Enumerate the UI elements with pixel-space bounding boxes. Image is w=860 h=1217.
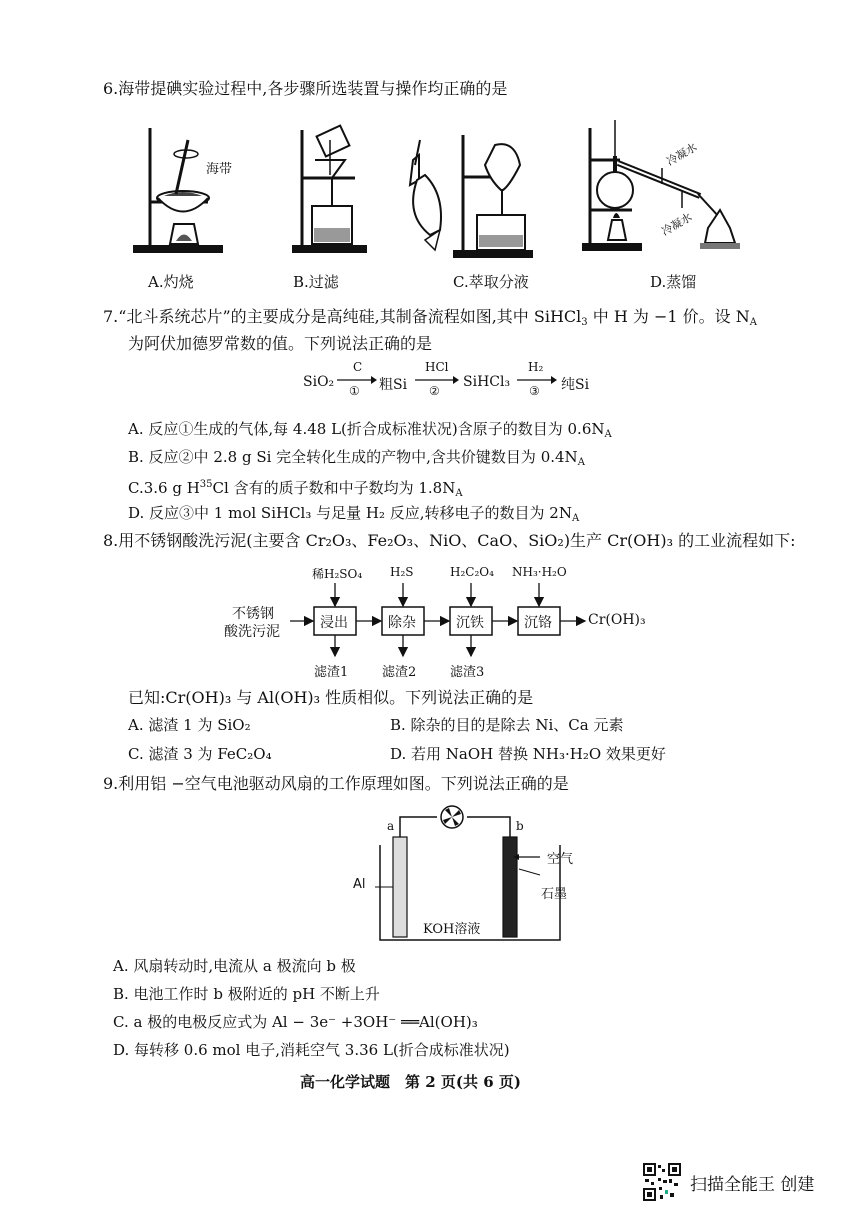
q7-option-a: A. 反应①生成的气体,每 4.48 L(折合成标准状况)含原子的数目为 $0.6N_A$ <box>128 420 612 440</box>
flow-sihcl3: SiHCl₃ <box>463 374 511 390</box>
q9-option-a: A. 风扇转动时,电流从 a 极流向 b 极 <box>113 957 356 975</box>
q7-option-c: C.3.6 g $H^{35}Cl$ 含有的质子数和中子数均为 $1.8N_A$ <box>128 479 463 499</box>
air-label: 空气 <box>547 852 574 867</box>
graphite-label: 石墨 <box>541 887 568 902</box>
q9-battery-diagram <box>345 805 595 945</box>
step-precipitate-iron: 沉铁 <box>456 615 484 631</box>
qr-code-icon <box>643 1163 681 1201</box>
q8-option-a: A. 滤渣 1 为 SiO₂ <box>128 716 251 734</box>
q9-option-d: D. 每转移 0.6 mol 电子,消耗空气 3.36 L(折合成标准状况) <box>113 1041 510 1059</box>
q6-figure-d-distillation <box>580 118 750 258</box>
q7-option-b: B. 反应②中 2.8 g Si 完全转化生成的产物中,含共价键数目为 $0.4N_A$ <box>128 448 585 468</box>
raw-material-line1: 不锈钢 <box>232 606 274 622</box>
flow-r3: H₂ <box>528 360 544 374</box>
al-label: Al <box>353 877 366 892</box>
q6-figure-c-extraction <box>395 135 540 260</box>
q9-option-c: C. a 极的电极反应式为 Al − 3e⁻ +3OH⁻ ══Al(OH)₃ <box>113 1013 478 1031</box>
flow-pure-si: 纯Si <box>561 377 590 393</box>
reagent-h2c2o4: H₂C₂O₄ <box>450 565 494 579</box>
q8-known: 已知:Cr(OH)₃ 与 Al(OH)₃ 性质相似。下列说法正确的是 <box>128 688 534 707</box>
step-remove-impurity: 除杂 <box>388 615 416 631</box>
residue-1: 滤渣1 <box>314 665 349 680</box>
scanner-watermark: 扫描全能王 创建 <box>690 1175 815 1195</box>
q7-stem-line2: 为阿伏加德罗常数的值。下列说法正确的是 <box>128 334 433 353</box>
reagent-h2s: H₂S <box>390 565 414 579</box>
residue-3: 滤渣3 <box>450 665 485 680</box>
reagent-h2so4: 稀H₂SO₄ <box>312 567 363 581</box>
q7-option-d: D. 反应③中 1 mol SiHCl₃ 与足量 H₂ 反应,转移电子的数目为 $2N_A$ <box>128 504 580 524</box>
flow-sio2: SiO₂ <box>303 374 335 390</box>
electrode-a-label: a <box>387 819 395 833</box>
flow-n1: ① <box>349 384 360 398</box>
q7-stem-line1: 7.“北斗系统芯片”的主要成分是高纯硅,其制备流程如图,其中 SiHCl$_3$ 中 H 为 −1 价。设 $N_A$ <box>103 307 757 328</box>
q8-stem: 8.用不锈钢酸洗污泥(主要含 Cr₂O₃、Fe₂O₃、NiO、CaO、SiO₂)生产 Cr(OH)₃ 的工业流程如下: <box>103 531 796 550</box>
q6-figure-b-filtration <box>290 120 370 260</box>
residue-2: 滤渣2 <box>382 665 417 680</box>
q8-option-c: C. 滤渣 3 为 FeC₂O₄ <box>128 745 272 763</box>
q7-flow-diagram <box>303 360 603 406</box>
step-leach: 浸出 <box>320 615 348 631</box>
q6-figure-a-burning <box>128 120 248 260</box>
q6-stem: 6.海带提碘实验过程中,各步骤所选装置与操作均正确的是 <box>103 79 508 98</box>
reagent-nh3h2o: NH₃·H₂O <box>512 565 567 579</box>
flow-r1: C <box>353 360 363 374</box>
product-croh3: Cr(OH)₃ <box>588 612 646 628</box>
raw-material-line2: 酸洗污泥 <box>224 624 280 640</box>
flow-n2: ② <box>429 384 440 398</box>
q8-process-flow <box>220 563 660 683</box>
seaweed-label: 海带 <box>206 162 233 177</box>
page-footer: 高一化学试题 第 2 页(共 6 页) <box>300 1073 521 1091</box>
q8-option-d: D. 若用 NaOH 替换 NH₃·H₂O 效果更好 <box>390 745 666 763</box>
koh-solution-label: KOH溶液 <box>423 922 481 937</box>
q6-option-a: A.灼烧 <box>148 273 194 291</box>
step-precipitate-chromium: 沉铬 <box>524 615 552 631</box>
condenser-water-out-label: 冷凝水 <box>664 140 700 169</box>
q8-option-b: B. 除杂的目的是除去 Ni、Ca 元素 <box>390 716 624 734</box>
q9-stem: 9.利用铝 −空气电池驱动风扇的工作原理如图。下列说法正确的是 <box>103 774 569 793</box>
q9-option-b: B. 电池工作时 b 极附近的 pH 不断上升 <box>113 985 380 1003</box>
flow-n3: ③ <box>529 384 540 398</box>
flow-crude-si: 粗Si <box>379 377 408 393</box>
q6-option-b: B.过滤 <box>293 273 339 291</box>
flow-r2: HCl <box>425 360 449 374</box>
q6-option-c: C.萃取分液 <box>453 273 529 291</box>
q6-option-d: D.蒸馏 <box>650 273 697 291</box>
electrode-b-label: b <box>516 819 524 833</box>
condenser-water-in-label: 冷凝水 <box>659 210 695 239</box>
